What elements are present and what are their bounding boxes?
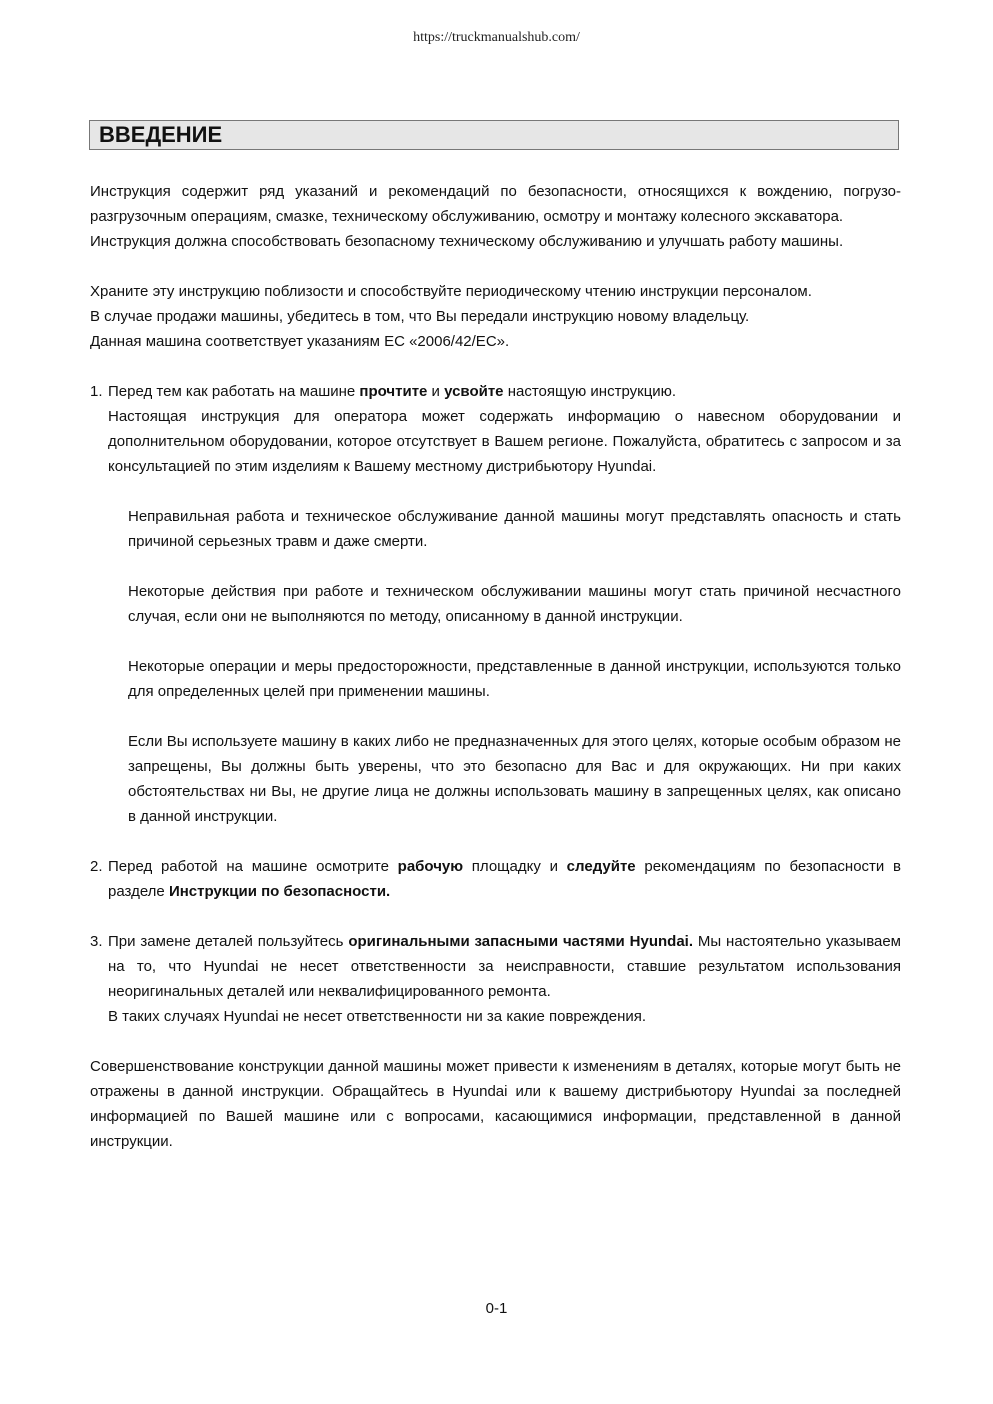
list-item-1-paragraph: Настоящая инструкция для оператора может содержать информацию о навесном оборудовании и дополнительном оборудовании, которое отсутствует в Вашем регионе. Пожалуйста, обратитесь с запросом и за консультацией по этим изделиям к Вашему местному дистрибьютору Hyundai. [108, 408, 901, 475]
list-item-2 [90, 854, 901, 904]
bold-text: прочтите [359, 383, 428, 400]
list-number: 2. [90, 858, 103, 875]
text-span: Перед работой на машине осмотрите [108, 858, 398, 875]
text-span: площадку и [463, 858, 567, 875]
bold-text: усвойте [444, 383, 504, 400]
intro-paragraph-3: Храните эту инструкцию поблизости и способствуйте периодическому чтению инструкции персоналом. [90, 283, 812, 300]
text-span: Мы настоятельно указываем на то, что Hyundai не несет ответственности за неисправности, ставшие результатом использования неоригинальных деталей или неквалифицированного ремонта. [108, 933, 901, 1000]
closing-paragraph: Совершенствование конструкции данной машины может привести к изменениям в деталях, которые могут быть не отражены в данной инструкции. Обращайтесь в Hyundai или к вашему дистрибьютору Hyundai за последней информацией по Вашей машине или с вопросами, касающимися информации, представленной в данной инструкции. [90, 1058, 901, 1150]
bold-text: Инструкции по безопасности. [168, 883, 391, 900]
intro-paragraph-4: В случае продажи машины, убедитесь в том, что Вы передали инструкцию новому владельцу. [90, 308, 750, 325]
intro-paragraph-1: Инструкция содержит ряд указаний и рекомендаций по безопасности, относящихся к вождению, погрузо-разгрузочным операциям, смазке, техническому обслуживанию, осмотру и монтажу колесного экскаватора. [90, 183, 901, 225]
text-span: При замене деталей пользуйтесь [108, 933, 349, 950]
list-item-1-lead [108, 379, 901, 404]
text-span: и [427, 383, 445, 400]
source-url: https://truckmanualshub.com/ [413, 30, 580, 45]
list-item-1 [90, 379, 901, 829]
list-number: 1. [90, 383, 103, 400]
intro-paragraph-2: Инструкция должна способствовать безопасному техническому обслуживанию и улучшать работу машины. [90, 233, 844, 250]
list-item-2-text [108, 854, 901, 904]
warning-paragraph-4: Если Вы используете машину в каких либо не предназначенных для этого целях, которые особым образом не запрещены, Вы должны быть уверены, что это безопасно для Вас и для окружающих. Ни при каких обстоятельствах ни Вы, не другие лица не должны использовать машину в запрещенных целях, как описано в данной инструкции. [128, 733, 901, 825]
intro-paragraph-5: Данная машина соответствует указаниям ЕС «2006/42/ЕС». [90, 333, 510, 350]
document-body [90, 179, 901, 1154]
warning-paragraph-2: Некоторые действия при работе и техническом обслуживании машины могут стать причиной несчастного случая, если они не выполняются по методу, описанному в данной инструкции. [128, 583, 901, 625]
list-item-3-paragraph: В таких случаях Hyundai не несет ответственности ни за какие повреждения. [108, 1008, 647, 1025]
bold-text: следуйте [566, 858, 636, 875]
section-title: ВВЕДЕНИЕ [89, 120, 899, 150]
text-span: настоящую инструкцию. [503, 383, 677, 400]
bold-text: оригинальными запасными частями Hyundai. [348, 933, 694, 950]
page-number: 0-1 [485, 1300, 508, 1317]
text-span: Перед тем как работать на машине [108, 383, 360, 400]
text-span: рекомендациям по безопасности в разделе [108, 858, 901, 900]
list-item-3 [90, 929, 901, 1029]
warning-paragraph-3: Некоторые операции и меры предосторожности, представленные в данной инструкции, используются только для определенных целей при применении машины. [128, 658, 901, 700]
list-number: 3. [90, 933, 103, 950]
bold-text: рабочую [397, 858, 464, 875]
warning-paragraph-1: Неправильная работа и техническое обслуживание данной машины могут представлять опасность и стать причиной серьезных травм и даже смерти. [128, 508, 901, 550]
list-item-3-text [108, 929, 901, 1004]
